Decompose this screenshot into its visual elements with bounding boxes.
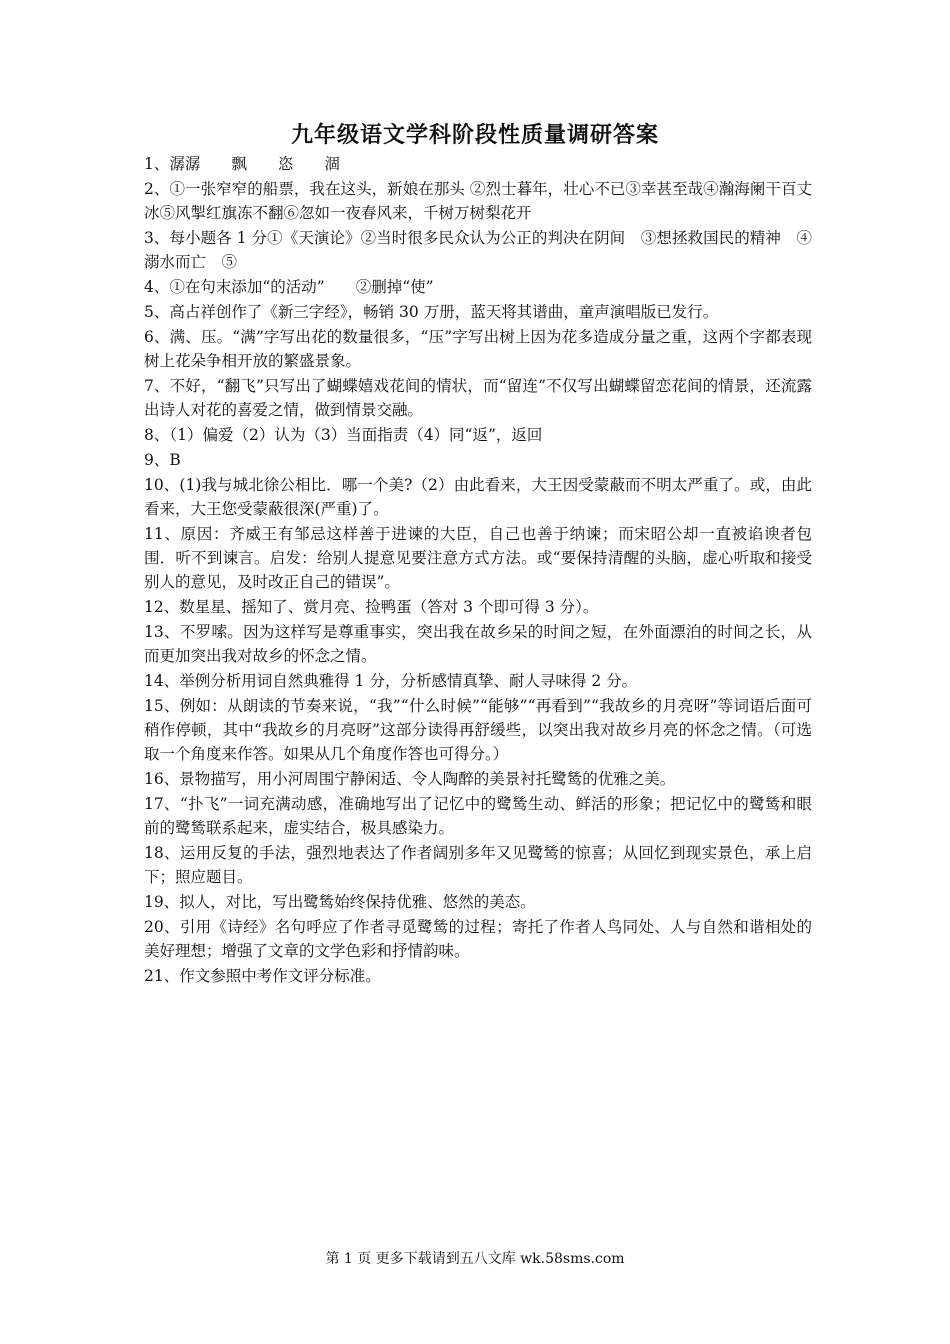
answer-item-13: 13、不罗嗦。因为这样写是尊重事实，突出我在故乡呆的时间之短，在外面漂泊的时间之长，从而更加突出我对故乡的怀念之情。 bbox=[144, 623, 812, 665]
page-footer: 第 1 页 更多下载请到五八文库 wk.58sms.com bbox=[325, 1251, 625, 1267]
answer-item-2: 2、①一张窄窄的船票，我在这头，新娘在那头 ②烈士暮年，壮心不已③幸甚至哉④瀚海阑干百丈冰⑤风掣红旗冻不翻⑥忽如一夜春风来，千树万树梨花开 bbox=[144, 180, 812, 222]
answer-item-5: 5、高占祥创作了《新三字经》，畅销 30 万册，蓝天将其谱曲，童声演唱版已发行。 bbox=[144, 303, 719, 321]
answer-item-7: 7、不好，“翻飞”只写出了蝴蝶嬉戏花间的情状，而“留连”不仅写出蝴蝶留恋花间的情景，还流露出诗人对花的喜爱之情，做到情景交融。 bbox=[144, 377, 812, 419]
answer-item-18: 18、运用反复的手法，强烈地表达了作者阔别多年又见鹭鸶的惊喜；从回忆到现实景色，承上启下；照应题目。 bbox=[144, 844, 812, 886]
answer-item-1: 1、潺潺 飘 恣 涸 bbox=[144, 155, 340, 173]
answer-item-15: 15、例如：从朗读的节奏来说，“我”“什么时候”“能够”“再看到”“我故乡的月亮呀”等词语后面可稍作停顿，其中“我故乡的月亮呀”这部分读得再舒缓些，以突出我对故乡月亮的怀念之情。（可选取一个角度来作答。如果从几个角度作答也可得分。） bbox=[144, 697, 812, 763]
answer-item-12: 12、数星星、摇知了、赏月亮、捡鸭蛋（答对 3 个即可得 3 分）。 bbox=[144, 598, 599, 616]
answer-item-10: 10、(1)我与城北徐公相比．哪一个美?（2）由此看来，大王因受蒙蔽而不明太严重了。或，由此看来，大王您受蒙蔽很深(严重)了。 bbox=[144, 476, 812, 518]
answer-item-17: 17、“扑飞”一词充满动感，准确地写出了记忆中的鹭鸶生动、鲜活的形象；把记忆中的鹭鸶和眼前的鹭鸶联系起来，虚实结合，极具感染力。 bbox=[144, 795, 812, 837]
answer-item-16: 16、景物描写，用小河周围宁静闲适、令人陶醉的美景衬托鹭鸶的优雅之美。 bbox=[144, 770, 676, 788]
answer-item-20: 20、引用《诗经》名句呼应了作者寻觅鹭鸶的过程；寄托了作者人鸟同处、人与自然和谐相处的美好理想；增强了文章的文学色彩和抒情韵味。 bbox=[144, 918, 812, 960]
answer-item-21: 21、作文参照中考作文评分标准。 bbox=[144, 967, 381, 985]
answer-item-9: 9、B bbox=[144, 451, 181, 469]
answer-item-14: 14、举例分析用词自然典雅得 1 分，分析感情真挚、耐人寻味得 2 分。 bbox=[144, 672, 638, 690]
answer-item-4: 4、①在句末添加“的活动” ②删掉“使” bbox=[144, 278, 434, 296]
answer-item-19: 19、拟人，对比，写出鹭鸶始终保持优雅、悠然的美态。 bbox=[144, 893, 536, 911]
answer-item-6: 6、满、压。“满”字写出花的数量很多，“压”字写出树上因为花多造成分量之重，这两个字都表现树上花朵争相开放的繁盛景象。 bbox=[144, 328, 812, 370]
page-title: 九年级语文学科阶段性质量调研答案 bbox=[290, 122, 659, 148]
answer-list bbox=[144, 152, 812, 989]
answer-item-11: 11、原因：齐威王有邹忌这样善于进谏的大臣，自己也善于纳谏；而宋昭公却一直被谄谀者包围．听不到谏言。启发：给别人提意见要注意方式方法。或“要保持清醒的头脑，虚心听取和接受别人的意见，及时改正自己的错误”。 bbox=[144, 525, 812, 591]
answer-item-8: 8、（1）偏爱（2）认为（3）当面指责（4）同“返”，返回 bbox=[144, 426, 543, 444]
answer-item-3: 3、每小题各 1 分①《天演论》②当时很多民众认为公正的判决在阴间 ③想拯救国民的精神 ④溺水而亡 ⑤ bbox=[144, 229, 812, 271]
